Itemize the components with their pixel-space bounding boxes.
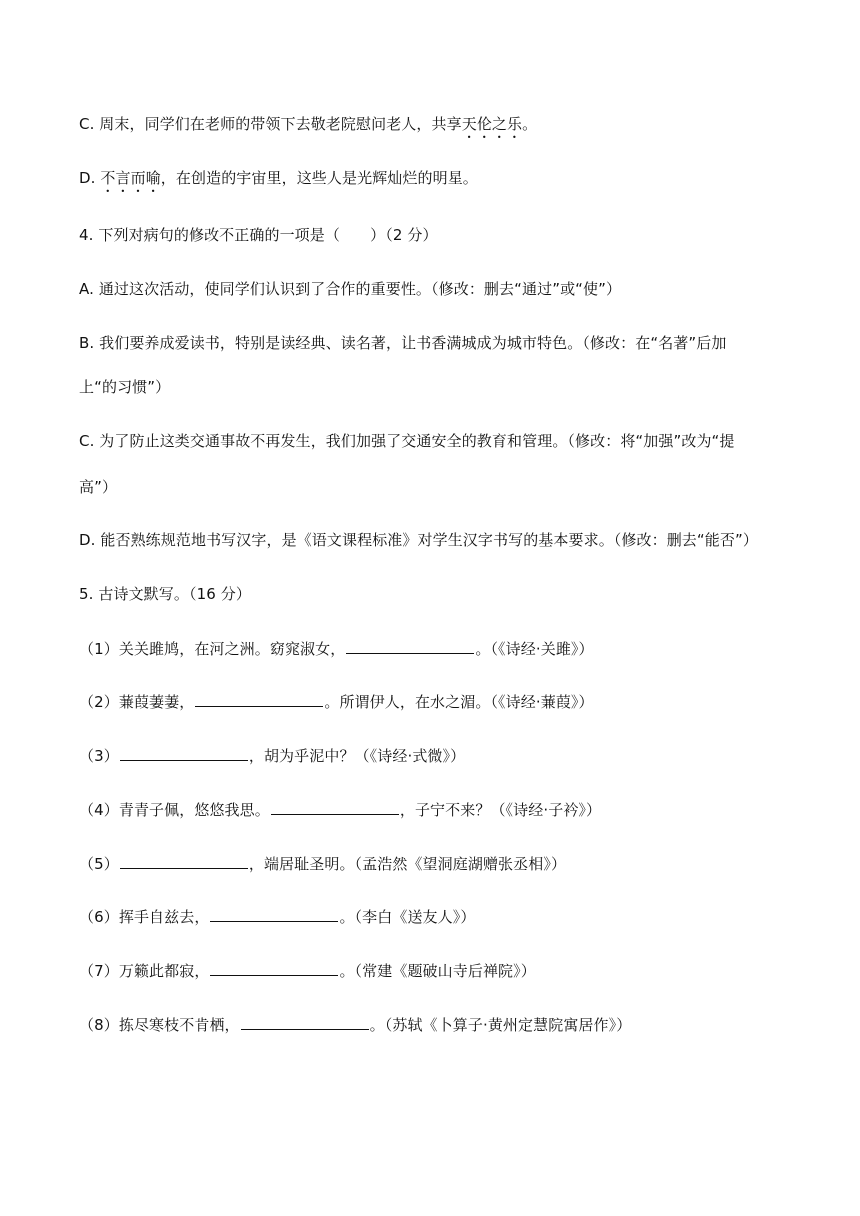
q3-option-c-text: C. 周末，同学们在老师的带领下去敬老院慰问老人，共享 [79,115,462,133]
q5-item-1-after: 。（《诗经·关雎》） [475,640,594,658]
q5-item-3-after: ，胡为乎泥中？（《诗经·式微》） [248,747,466,765]
q5-item-8-before: （8）拣尽寒枝不肯栖， [79,1016,240,1034]
answer-blank[interactable] [120,853,248,869]
q4-stem: 4. 下列对病句的修改不正确的一项是（ ）（2 分） [79,226,438,244]
q4-option-b-line2: 上“的习惯”） [79,378,171,396]
answer-blank[interactable] [346,638,474,654]
answer-blank[interactable] [210,960,338,976]
q5-item-4 [79,799,809,820]
q4-option-c-line2: 高”） [79,478,118,496]
q5-item-5 [79,853,809,874]
q5-item-2-before: （2）蒹葭萋萋， [79,693,195,711]
q5-item-6 [79,906,809,927]
q4-option-c-line1: C. 为了防止这类交通事故不再发生，我们加强了交通安全的教育和管理。（修改：将“加强”改为“提 [79,432,735,450]
q3-option-d-label: D. [79,169,101,187]
q5-item-4-after: ，子宁不来？（《诗经·子衿》） [399,801,602,819]
q5-item-6-before: （6）挥手自兹去， [79,908,210,926]
q5-item-6-after: 。（李白《送友人》） [339,908,476,926]
q5-item-7 [79,960,809,981]
q5-item-2-after: 。所谓伊人，在水之湄。（《诗经·蒹葭》） [324,693,594,711]
q3-option-d-text: ，在创造的宇宙里，这些人是光辉灿烂的明星。 [160,169,478,187]
q3-option-c-end: 。 [522,115,538,133]
q5-item-3 [79,745,809,766]
q5-item-7-before: （7）万籁此都寂， [79,962,210,980]
q5-item-8 [79,1014,809,1035]
q3-option-c-dotted-phrase: 天伦之乐 [461,115,523,133]
q5-item-8-after: 。（苏轼《卜算子·黄州定慧院寓居作》） [369,1016,632,1034]
q4-option-d: D. 能否熟练规范地书写汉字，是《语文课程标准》对学生汉字书写的基本要求。（修改：删去“能否”） [79,531,758,549]
q5-item-1-before: （1）关关雎鸠，在河之洲。窈窕淑女， [79,640,346,658]
q3-option-d-dotted-phrase: 不言而喻 [100,169,161,187]
q5-item-3-before: （3） [79,747,119,765]
q3-option-c [79,114,809,142]
answer-blank[interactable] [271,799,399,815]
q5-item-2 [79,691,809,712]
answer-blank[interactable] [120,745,248,761]
q4-option-b-line1: B. 我们要养成爱读书，特别是读经典、读名著，让书香满城成为城市特色。（修改：在“名著”后加 [79,334,727,352]
answer-blank[interactable] [195,691,323,707]
q5-item-7-after: 。（常建《题破山寺后禅院》） [339,962,536,980]
q4-option-a: A. 通过这次活动，使同学们认识到了合作的重要性。（修改：删去“通过”或“使”） [79,280,622,298]
q5-item-5-after: ，端居耻圣明。（孟浩然《望洞庭湖赠张丞相》） [248,855,567,873]
answer-blank[interactable] [241,1014,369,1030]
q5-item-1 [79,638,809,659]
q5-item-4-before: （4）青青子佩，悠悠我思。 [79,801,270,819]
q3-option-d [79,168,809,196]
q5-item-5-before: （5） [79,855,119,873]
q5-stem: 5. 古诗文默写。（16 分） [79,585,251,603]
answer-blank[interactable] [210,906,338,922]
